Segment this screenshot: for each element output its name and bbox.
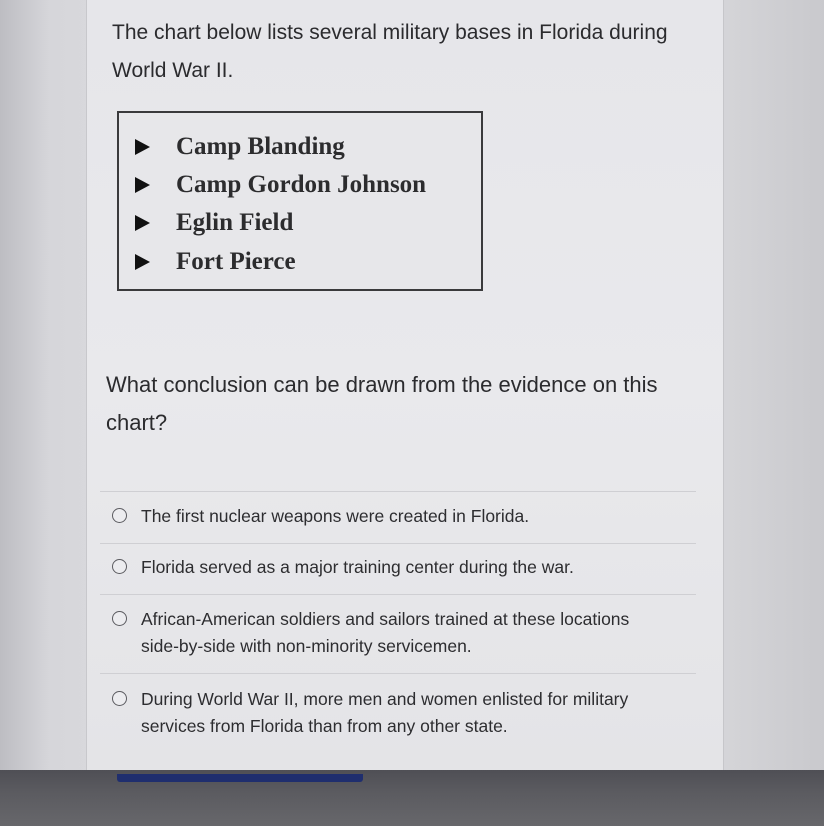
divider (100, 594, 696, 595)
question-text: What conclusion can be drawn from the evidence on this chart? (106, 372, 658, 435)
answer-option-2[interactable] (108, 554, 688, 581)
base-label: Fort Pierce (176, 248, 296, 275)
divider (100, 543, 696, 544)
answer-option-label: The first nuclear weapons were created in Florida. (141, 506, 530, 526)
answer-option-label: During World War II, more men and women enlisted for military services from Florida than from any other state. (141, 689, 629, 736)
answer-option-1[interactable] (108, 503, 688, 530)
radio-button-icon[interactable] (112, 559, 127, 574)
triangle-bullet-icon (135, 139, 150, 155)
intro-text: The chart below lists several military bases in Florida during World War II. (112, 21, 668, 82)
answer-option-3[interactable] (108, 606, 663, 660)
radio-button-icon[interactable] (112, 691, 127, 706)
list-item (135, 167, 426, 203)
triangle-bullet-icon (135, 215, 150, 231)
bases-list-box (117, 111, 483, 291)
triangle-bullet-icon (135, 177, 150, 193)
radio-button-icon[interactable] (112, 611, 127, 626)
base-label: Camp Blanding (176, 133, 345, 160)
list-item (135, 205, 293, 241)
base-label: Camp Gordon Johnson (176, 171, 427, 198)
answer-option-4[interactable] (108, 686, 673, 740)
answer-option-label: Florida served as a major training center during the war. (141, 557, 574, 577)
list-item (135, 129, 345, 165)
divider (100, 673, 696, 674)
list-item (135, 244, 296, 280)
radio-button-icon[interactable] (112, 508, 127, 523)
submit-button[interactable] (117, 774, 363, 782)
base-label: Eglin Field (176, 209, 294, 236)
answer-option-label: African-American soldiers and sailors trained at these locations side-by-side with non-minority servicemen. (141, 609, 630, 656)
divider (100, 491, 696, 492)
triangle-bullet-icon (135, 254, 150, 270)
